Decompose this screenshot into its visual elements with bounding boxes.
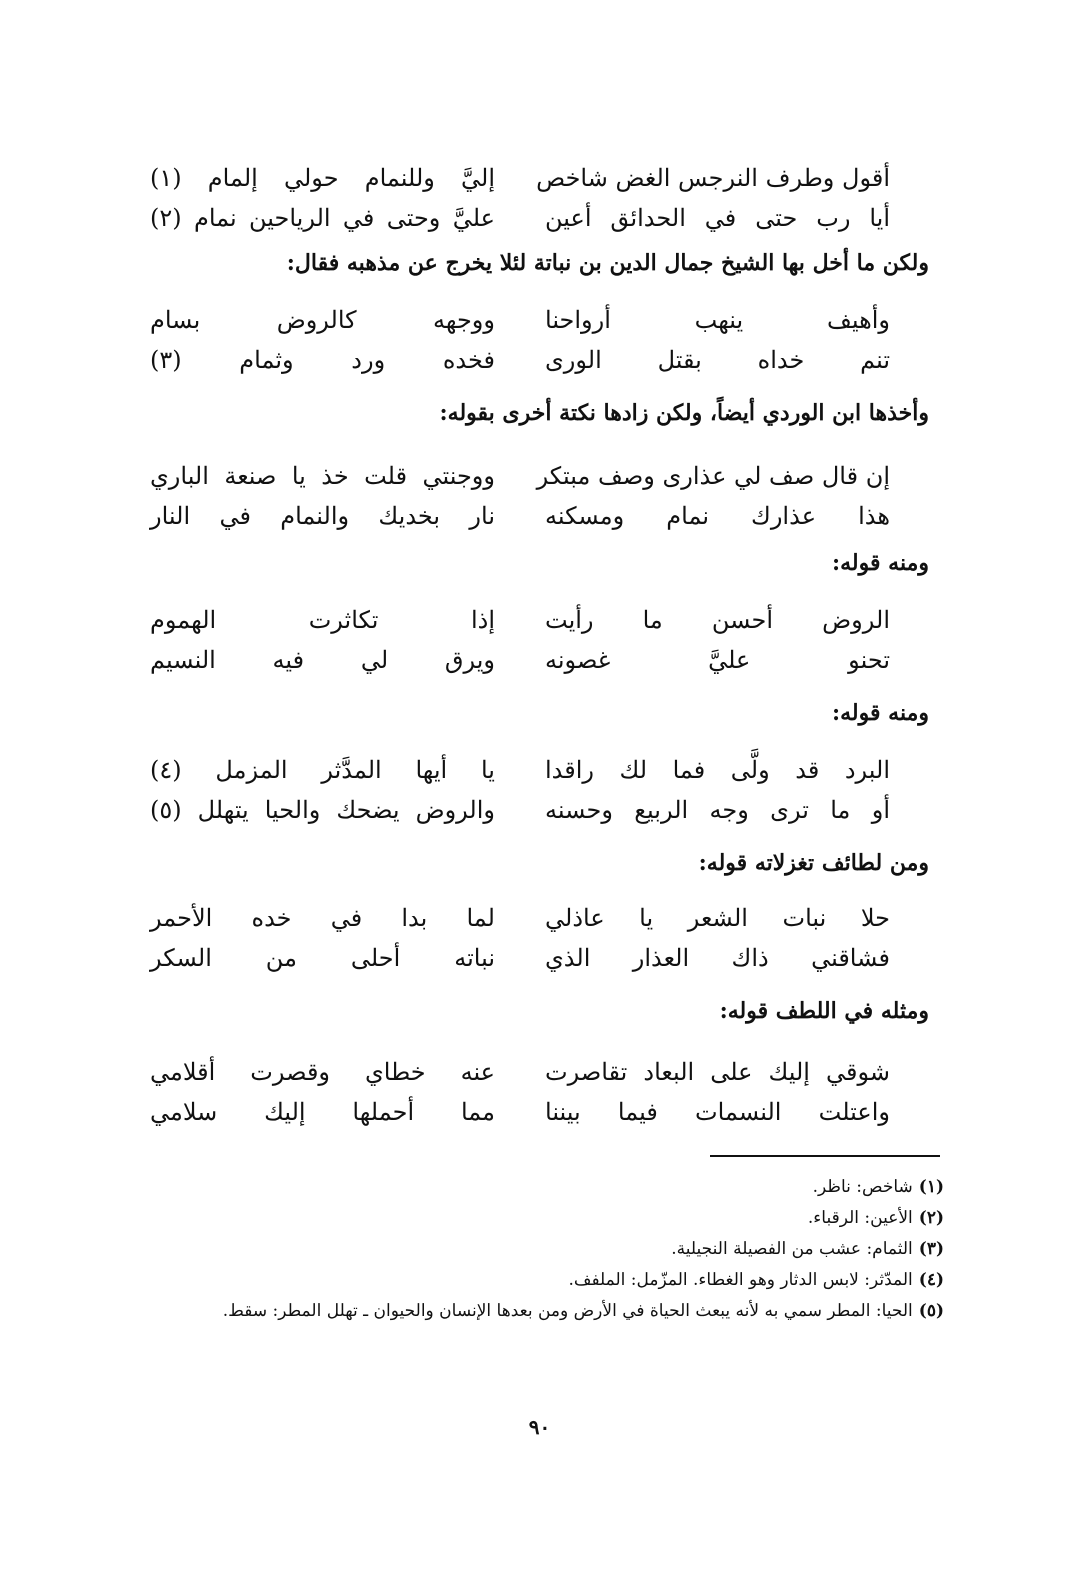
verse-second-hemistich: عليَّ وحتى في الرياحين نمام (٢) [150, 204, 495, 232]
footnote-text: الثمام: عشب من الفصيلة النجيلية. [671, 1239, 913, 1259]
prose-paragraph: ومنه قوله: [831, 700, 929, 726]
footnote [140, 1172, 944, 1203]
footnote-number: (٥) [918, 1301, 944, 1321]
verse-second-hemistich: عنه خطاي وقصرت أقلامي [150, 1058, 495, 1086]
verse-line [150, 198, 890, 238]
footnote-text: شاخص: ناظر. [812, 1177, 913, 1197]
verse-line [150, 898, 890, 938]
verse-line [150, 640, 890, 680]
verse-line [150, 1052, 890, 1092]
footnote-text: المدّثر: لابس الدثار وهو الغطاء. المزّمل: الملفف. [568, 1270, 913, 1290]
verse-first-hemistich: إن قال صف لي عذارى وصف مبتكر [536, 462, 890, 490]
verse-first-hemistich: فشاقني ذاك العذار الذي [545, 944, 890, 972]
footnote [140, 1203, 944, 1234]
verse-first-hemistich: أيا رب حتى في الحدائق أعين [545, 204, 890, 232]
prose-paragraph: ولكن ما أخل بها الشيخ جمال الدين بن نباتة لئلا يخرج عن مذهبه فقال: [286, 250, 929, 276]
footnote-number: (٣) [918, 1239, 944, 1259]
verse-second-hemistich: ووجنتي قلت خذ يا صنعة الباري [150, 462, 495, 490]
verse-couplet-5 [150, 750, 890, 830]
verse-line [150, 1092, 890, 1132]
verse-couplet-7 [150, 1052, 890, 1132]
verse-first-hemistich: شوقي إليك على البعاد تقاصرت [545, 1058, 890, 1086]
verse-second-hemistich: نار بخديك والنمام في النار [150, 502, 495, 530]
verse-line [150, 496, 890, 536]
prose-paragraph: ومنه قوله: [831, 550, 929, 576]
verse-couplet-4 [150, 600, 890, 680]
verse-second-hemistich: والروض يضحك والحيا يتهلل (٥) [150, 796, 495, 824]
verse-second-hemistich: إذا تكاثرت الهموم [150, 606, 495, 634]
prose-paragraph: ومن لطائف تغزلاته قوله: [698, 850, 929, 876]
prose-paragraph: وأخذها ابن الوردي أيضاً، ولكن زادها نكتة أخرى بقوله: [439, 400, 929, 426]
prose-paragraph: ومثله في اللطف قوله: [719, 998, 929, 1024]
verse-line [150, 750, 890, 790]
verse-couplet-2 [150, 300, 890, 380]
page-number: ٩٠ [528, 1415, 551, 1439]
verse-second-hemistich: ويرق لي فيه النسيم [150, 646, 495, 674]
footnote-number: (٢) [918, 1208, 944, 1228]
footnote [140, 1296, 944, 1327]
verse-second-hemistich: ووجهه كالروض بسام [150, 306, 495, 334]
footnote-text: الحيا: المطر سمي به لأنه يبعث الحياة في الأرض ومن بعدها الإنسان والحيوان ـ تهلل المطر: سقط. [222, 1301, 913, 1321]
footnotes [140, 1172, 944, 1327]
verse-first-hemistich: أو ما ترى وجه الربيع وحسنه [545, 796, 890, 824]
footnote-separator [710, 1155, 940, 1157]
verse-second-hemistich: فخده ورد وثمام (٣) [150, 346, 495, 374]
verse-line [150, 340, 890, 380]
footnote [140, 1265, 944, 1296]
verse-line [150, 938, 890, 978]
verse-first-hemistich: هذا عذارك نمام ومسكنه [545, 502, 890, 530]
verse-first-hemistich: تحنو عليَّ غصونه [545, 646, 890, 674]
verse-second-hemistich: مما أحملها إليك سلامي [150, 1098, 495, 1126]
footnote-number: (١) [918, 1177, 944, 1197]
footnote [140, 1234, 944, 1265]
verse-first-hemistich: البرد قد ولَّى فما لك راقدا [545, 756, 890, 784]
verse-couplet-6 [150, 898, 890, 978]
verse-second-hemistich: إليَّ وللنمام حولي إلمام (١) [150, 164, 495, 192]
verse-line [150, 300, 890, 340]
verse-second-hemistich: لما بدا في خده الأحمر [150, 904, 495, 932]
verse-first-hemistich: حلا نبات الشعر يا عاذلي [545, 904, 890, 932]
footnote-text: الأعين: الرقباء. [807, 1208, 913, 1228]
verse-line [150, 158, 890, 198]
verse-second-hemistich: يا أيها المدَّثر المزمل (٤) [150, 756, 495, 784]
verse-couplet-3 [150, 456, 890, 536]
verse-first-hemistich: الروض أحسن ما رأيت [545, 606, 890, 634]
verse-first-hemistich: واعتلت النسمات فيما بيننا [545, 1098, 890, 1126]
verse-first-hemistich: أقول وطرف النرجس الغض شاخص [536, 164, 890, 192]
verse-couplet-1 [150, 158, 890, 238]
verse-second-hemistich: نباته أحلى من السكر [150, 944, 495, 972]
footnote-number: (٤) [918, 1270, 944, 1290]
verse-line [150, 600, 890, 640]
verse-line [150, 456, 890, 496]
verse-first-hemistich: تنم خداه بقتل الورى [545, 346, 890, 374]
verse-first-hemistich: وأهيف ينهب أرواحنا [545, 306, 890, 334]
verse-line [150, 790, 890, 830]
